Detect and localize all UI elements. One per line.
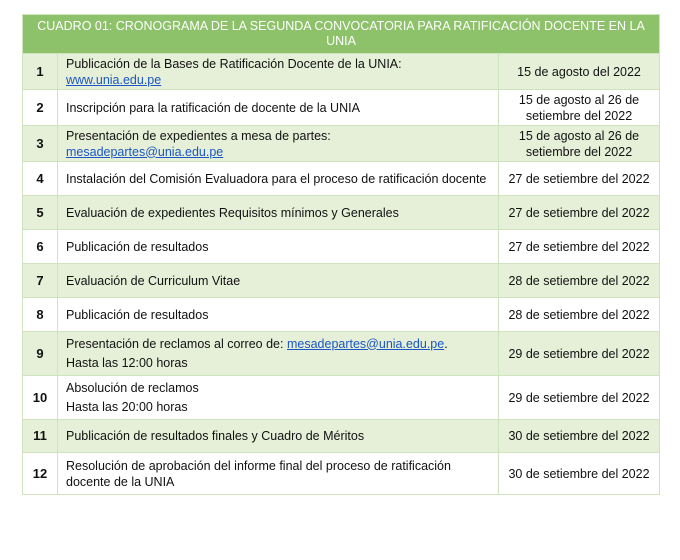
activity-cell (58, 126, 499, 162)
activity-deadline: Hasta las 20:00 horas (66, 399, 188, 414)
activity-text: Presentación de reclamos al correo de: (66, 336, 284, 351)
row-number: 4 (23, 162, 58, 196)
activity-cell: Evaluación de Curriculum Vitae (58, 264, 499, 298)
table-row (23, 264, 660, 298)
row-number: 10 (23, 376, 58, 420)
website-link[interactable]: www.unia.edu.pe (66, 72, 162, 87)
date-cell: 29 de setiembre del 2022 (499, 376, 660, 420)
activity-cell: Publicación de resultados finales y Cuadro de Méritos (58, 420, 499, 453)
date-cell: 15 de agosto al 26 de setiembre del 2022 (499, 90, 660, 126)
row-number: 6 (23, 230, 58, 264)
date-cell: 30 de setiembre del 2022 (499, 420, 660, 453)
date-cell: 30 de setiembre del 2022 (499, 453, 660, 495)
activity-cell (58, 54, 499, 90)
date-cell: 28 de setiembre del 2022 (499, 298, 660, 332)
activity-cell (58, 376, 499, 420)
row-number: 2 (23, 90, 58, 126)
row-number: 1 (23, 54, 58, 90)
table-row (23, 453, 660, 495)
date-cell: 27 de setiembre del 2022 (499, 162, 660, 196)
activity-text: Absolución de reclamos (66, 380, 199, 395)
date-cell: 28 de setiembre del 2022 (499, 264, 660, 298)
table-row (23, 196, 660, 230)
activity-cell: Publicación de resultados (58, 230, 499, 264)
activity-suffix: . (444, 336, 448, 351)
table-row (23, 420, 660, 453)
date-cell: 27 de setiembre del 2022 (499, 196, 660, 230)
table-row (23, 54, 660, 90)
row-number: 8 (23, 298, 58, 332)
activity-cell: Instalación del Comisión Evaluadora para el proceso de ratificación docente (58, 162, 499, 196)
activity-cell: Publicación de resultados (58, 298, 499, 332)
table-row (23, 90, 660, 126)
table-row (23, 230, 660, 264)
row-number: 9 (23, 332, 58, 376)
row-number: 11 (23, 420, 58, 453)
row-number: 12 (23, 453, 58, 495)
table-row (23, 332, 660, 376)
table-row (23, 298, 660, 332)
date-cell: 29 de setiembre del 2022 (499, 332, 660, 376)
schedule-table-container (22, 14, 659, 495)
activity-text: Presentación de expedientes a mesa de partes: (66, 128, 331, 143)
activity-cell (58, 332, 499, 376)
table-row (23, 126, 660, 162)
activity-cell: Resolución de aprobación del informe final del proceso de ratificación docente de la UNIA (58, 453, 499, 495)
date-cell: 15 de agosto al 26 de setiembre del 2022 (499, 126, 660, 162)
table-row (23, 162, 660, 196)
email-link[interactable]: mesadepartes@unia.edu.pe (286, 336, 445, 351)
row-number: 3 (23, 126, 58, 162)
table-title: CUADRO 01: CRONOGRAMA DE LA SEGUNDA CONVOCATORIA PARA RATIFICACIÓN DOCENTE EN LA UNIA (23, 15, 660, 54)
date-cell: 15 de agosto del 2022 (499, 54, 660, 90)
email-link[interactable]: mesadepartes@unia.edu.pe (66, 144, 224, 159)
row-number: 7 (23, 264, 58, 298)
row-number: 5 (23, 196, 58, 230)
activity-deadline: Hasta las 12:00 horas (66, 355, 188, 370)
activity-text: Publicación de la Bases de Ratificación Docente de la UNIA: (66, 56, 402, 71)
table-row (23, 376, 660, 420)
activity-cell: Inscripción para la ratificación de docente de la UNIA (58, 90, 499, 126)
activity-cell: Evaluación de expedientes Requisitos mínimos y Generales (58, 196, 499, 230)
date-cell: 27 de setiembre del 2022 (499, 230, 660, 264)
schedule-table (22, 14, 660, 495)
